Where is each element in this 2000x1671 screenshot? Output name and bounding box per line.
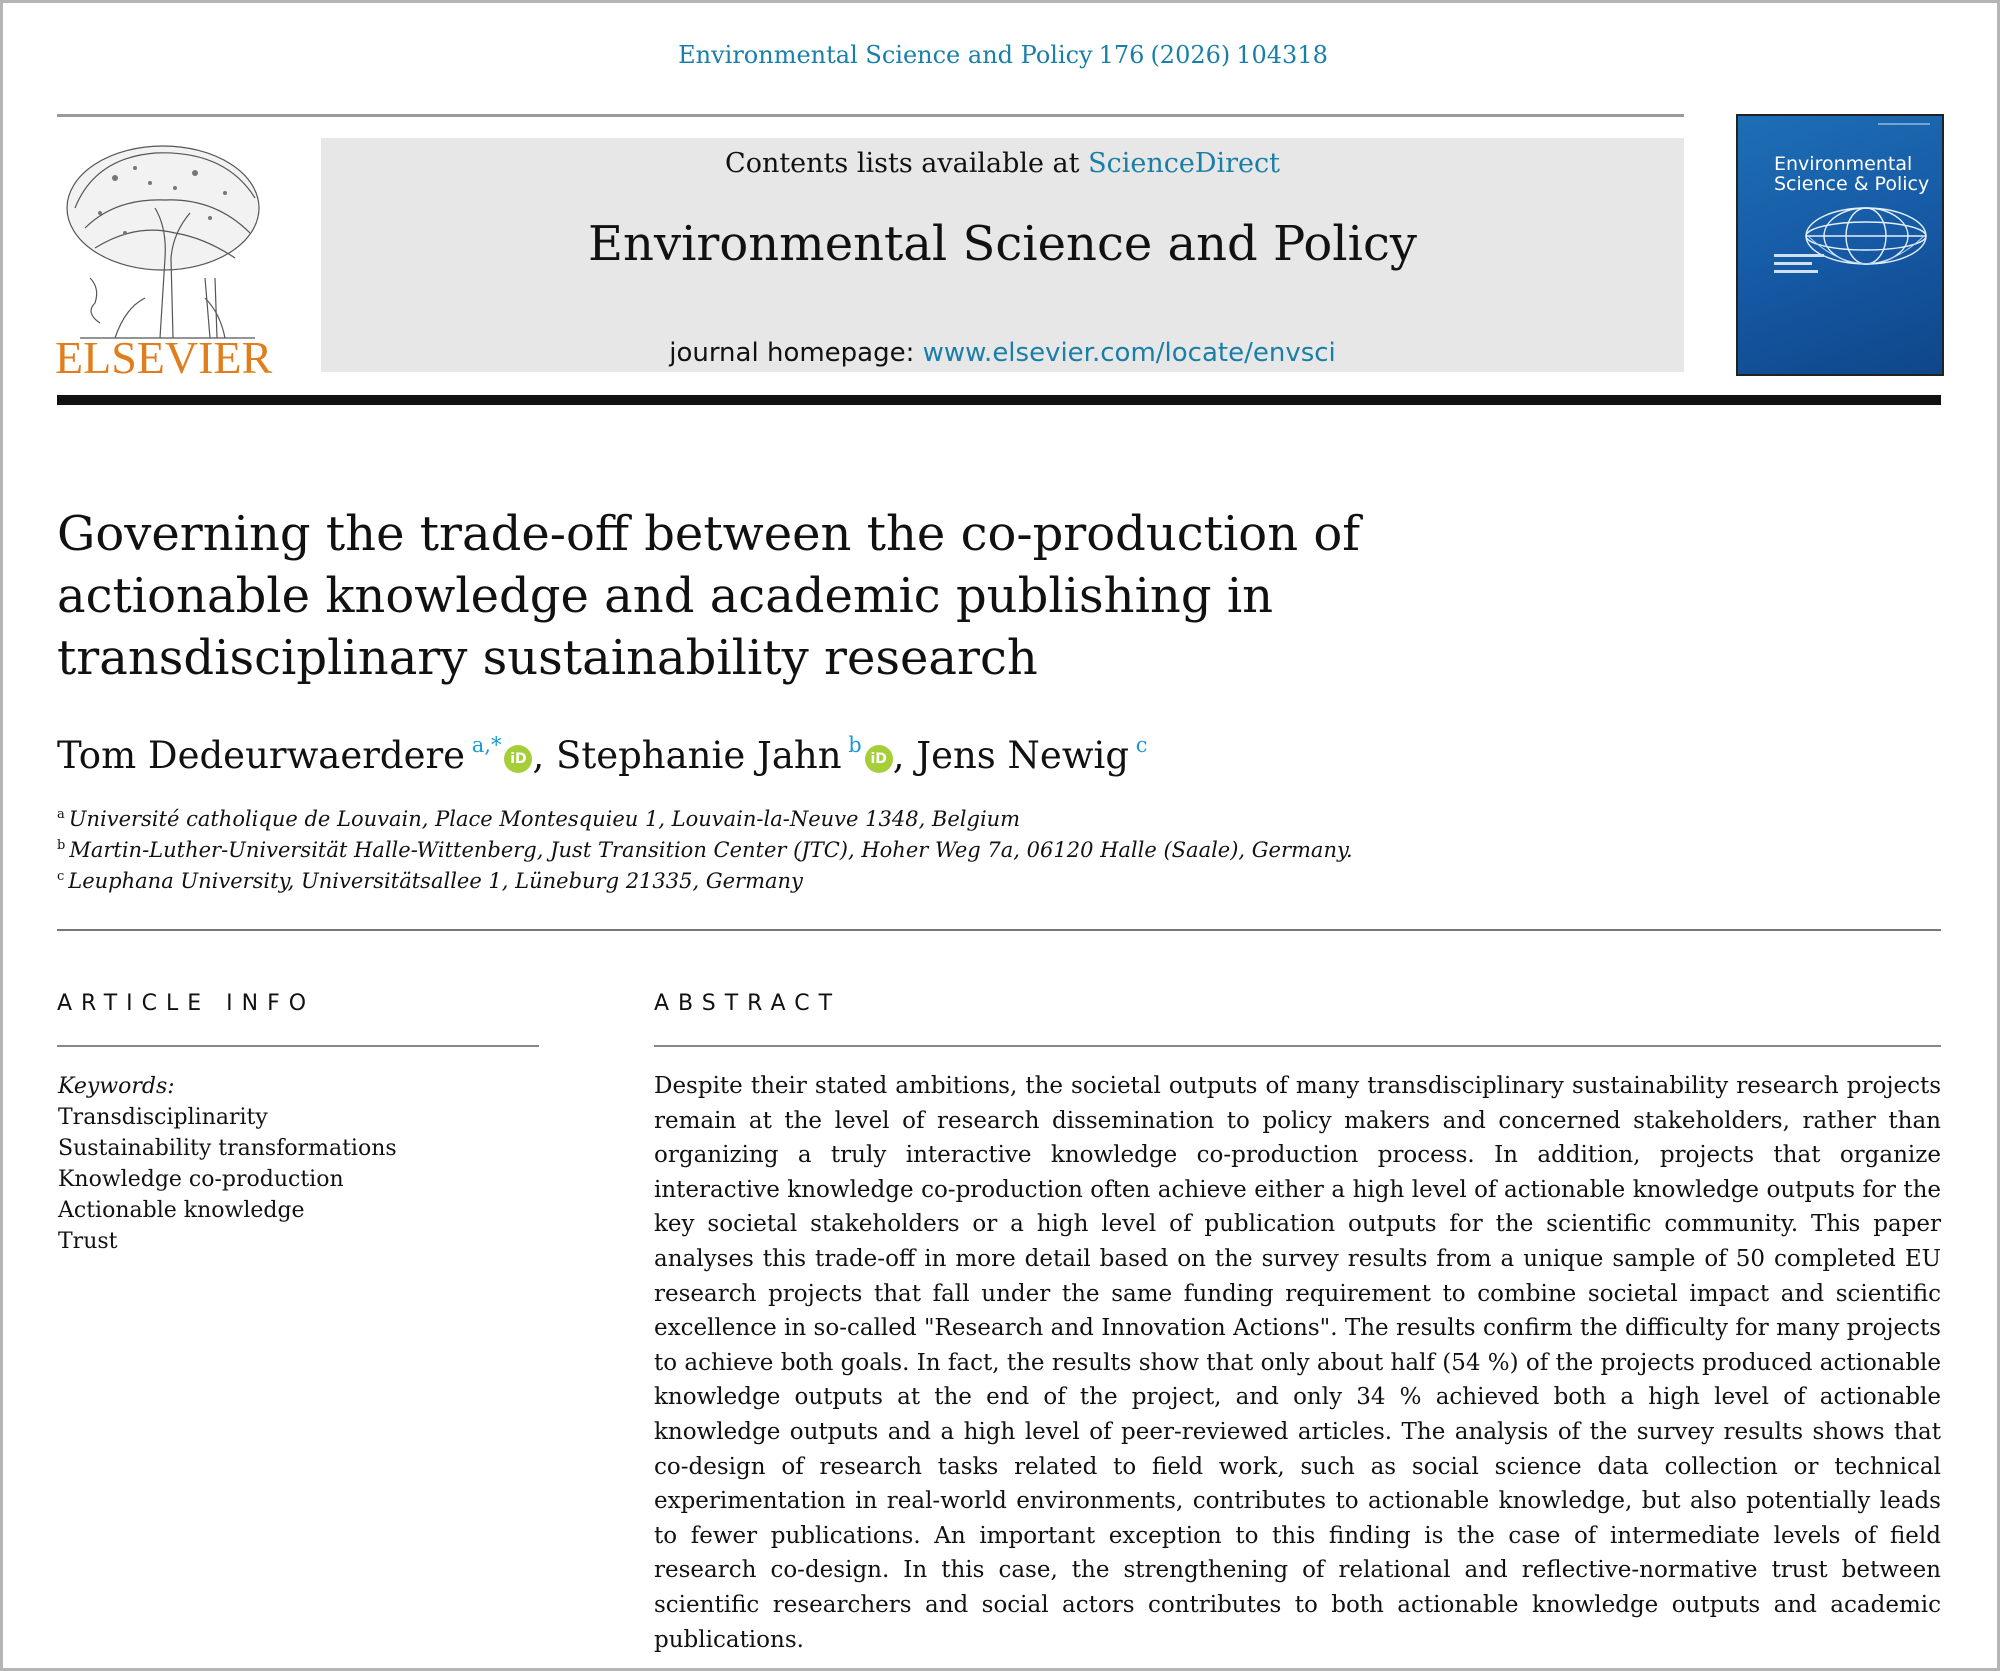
homepage-link[interactable]: www.elsevier.com/locate/envsci	[922, 338, 1336, 368]
affiliation-mark: c	[57, 869, 65, 884]
affiliation-item	[57, 869, 803, 893]
keyword-item[interactable]: Actionable knowledge	[58, 1198, 305, 1223]
affiliation-item	[57, 807, 1020, 831]
citation-volume[interactable]: 176	[1098, 41, 1145, 69]
author-name[interactable]: Jens Newig	[916, 734, 1130, 777]
affiliation-text: Université catholique de Louvain, Place Montesquieu 1, Louvain-la-Neuve 1348, Belgium	[68, 807, 1021, 831]
author-separator: ,	[892, 734, 917, 777]
contents-prefix: Contents lists available at	[725, 148, 1080, 179]
affiliation-text: Leuphana University, Universitätsallee 1, Lüneburg 21335, Germany	[68, 869, 803, 893]
keyword-item[interactable]: Sustainability transformations	[58, 1136, 397, 1161]
keyword-item[interactable]: Knowledge co-production	[58, 1167, 344, 1192]
affiliation-mark: b	[57, 838, 66, 853]
cover-title: Environmental Science & Policy	[1774, 153, 1930, 195]
citation-article-number[interactable]: 104318	[1236, 41, 1328, 69]
keyword-item[interactable]: Trust	[58, 1229, 118, 1254]
journal-cover-thumbnail[interactable]	[1736, 114, 1944, 376]
abstract-text: Despite their stated ambitions, the societal outputs of many transdisciplinary sustainability research projects remain at the level of research dissemination to policy makers and concerned stakeholders, rather than organizing a truly interactive knowledge co-production process. In addition, projects that organize interactive knowledge co-production often achieve either a high level of actionable knowledge outputs for the key societal stakeholders or a high level of publication outputs for the scientific community. This paper analyses this trade-off in more detail based on the survey results from a unique sample of 50 completed EU research projects that fall under the same funding requirement to combine societal impact and scientific excellence in so-called "Research and Innovation Actions". The results confirm the difficulty for many projects to achieve both goals. In fact, the results show that only about half (54 %) of the projects produced actionable knowledge outputs at the end of the project, and only 34 % achieved both a high level of actionable knowledge outputs and a high level of peer-reviewed articles. The analysis of the survey results shows that co-design of research tasks related to field work, such as social science data collection or technical experimentation in real-world environments, contributes to actionable knowledge, but also potentially leads to fewer publications. An important exception to this finding is the case of intermediate levels of field research co-design. In this case, the strengthening of relational and reflective-normative trust between scientific researchers and social actors contributes to both actionable knowledge outputs and academic publications.	[654, 1073, 1942, 1653]
affiliation-text: Martin-Luther-Universität Halle-Wittenberg, Just Transition Center (JTC), Hoher Weg 7a, 06120 Halle (Saale), Germany.	[69, 838, 1353, 862]
keyword-item[interactable]: Transdisciplinarity	[58, 1105, 268, 1130]
abstract-heading: ABSTRACT	[654, 991, 842, 1016]
sciencedirect-link[interactable]: ScienceDirect	[1088, 148, 1280, 179]
keywords-block	[58, 1071, 397, 1257]
header-divider	[57, 114, 1684, 117]
article-title: Governing the trade-off between the co-production of actionable knowledge and academic publishing in transdisciplinary sustainability research	[57, 506, 1361, 686]
author-name[interactable]: Stephanie Jahn	[556, 734, 842, 777]
author-name[interactable]: Tom Dedeurwaerdere	[57, 734, 466, 777]
publisher-wordmark: ELSEVIER	[55, 332, 273, 383]
homepage-line	[321, 338, 1684, 368]
journal-masthead	[321, 138, 1684, 372]
citation-journal[interactable]: Environmental Science and Policy	[678, 41, 1093, 69]
author-separator: ,	[532, 734, 556, 777]
citation-year[interactable]: (2026)	[1150, 41, 1231, 69]
orcid-icon[interactable]: iD	[504, 745, 532, 773]
abstract-rule	[654, 1045, 1941, 1047]
journal-citation[interactable]	[3, 41, 2000, 69]
article-info-heading: ARTICLE INFO	[57, 991, 316, 1016]
author-affiliation-mark[interactable]: a,*	[471, 733, 502, 757]
homepage-label: journal homepage:	[669, 338, 915, 368]
masthead-rule	[57, 395, 1941, 405]
affiliation-item	[57, 838, 1353, 862]
journal-name: Environmental Science and Policy	[588, 216, 1417, 272]
author-list	[57, 733, 1147, 777]
keywords-label: Keywords:	[58, 1074, 175, 1099]
contents-line	[321, 148, 1684, 179]
author-affiliation-mark[interactable]: b	[848, 733, 862, 757]
affiliation-mark: a	[57, 807, 65, 822]
article-info-rule	[57, 1045, 539, 1047]
orcid-icon[interactable]: iD	[865, 745, 893, 773]
section-divider	[57, 929, 1941, 931]
author-affiliation-mark[interactable]: c	[1135, 733, 1148, 757]
